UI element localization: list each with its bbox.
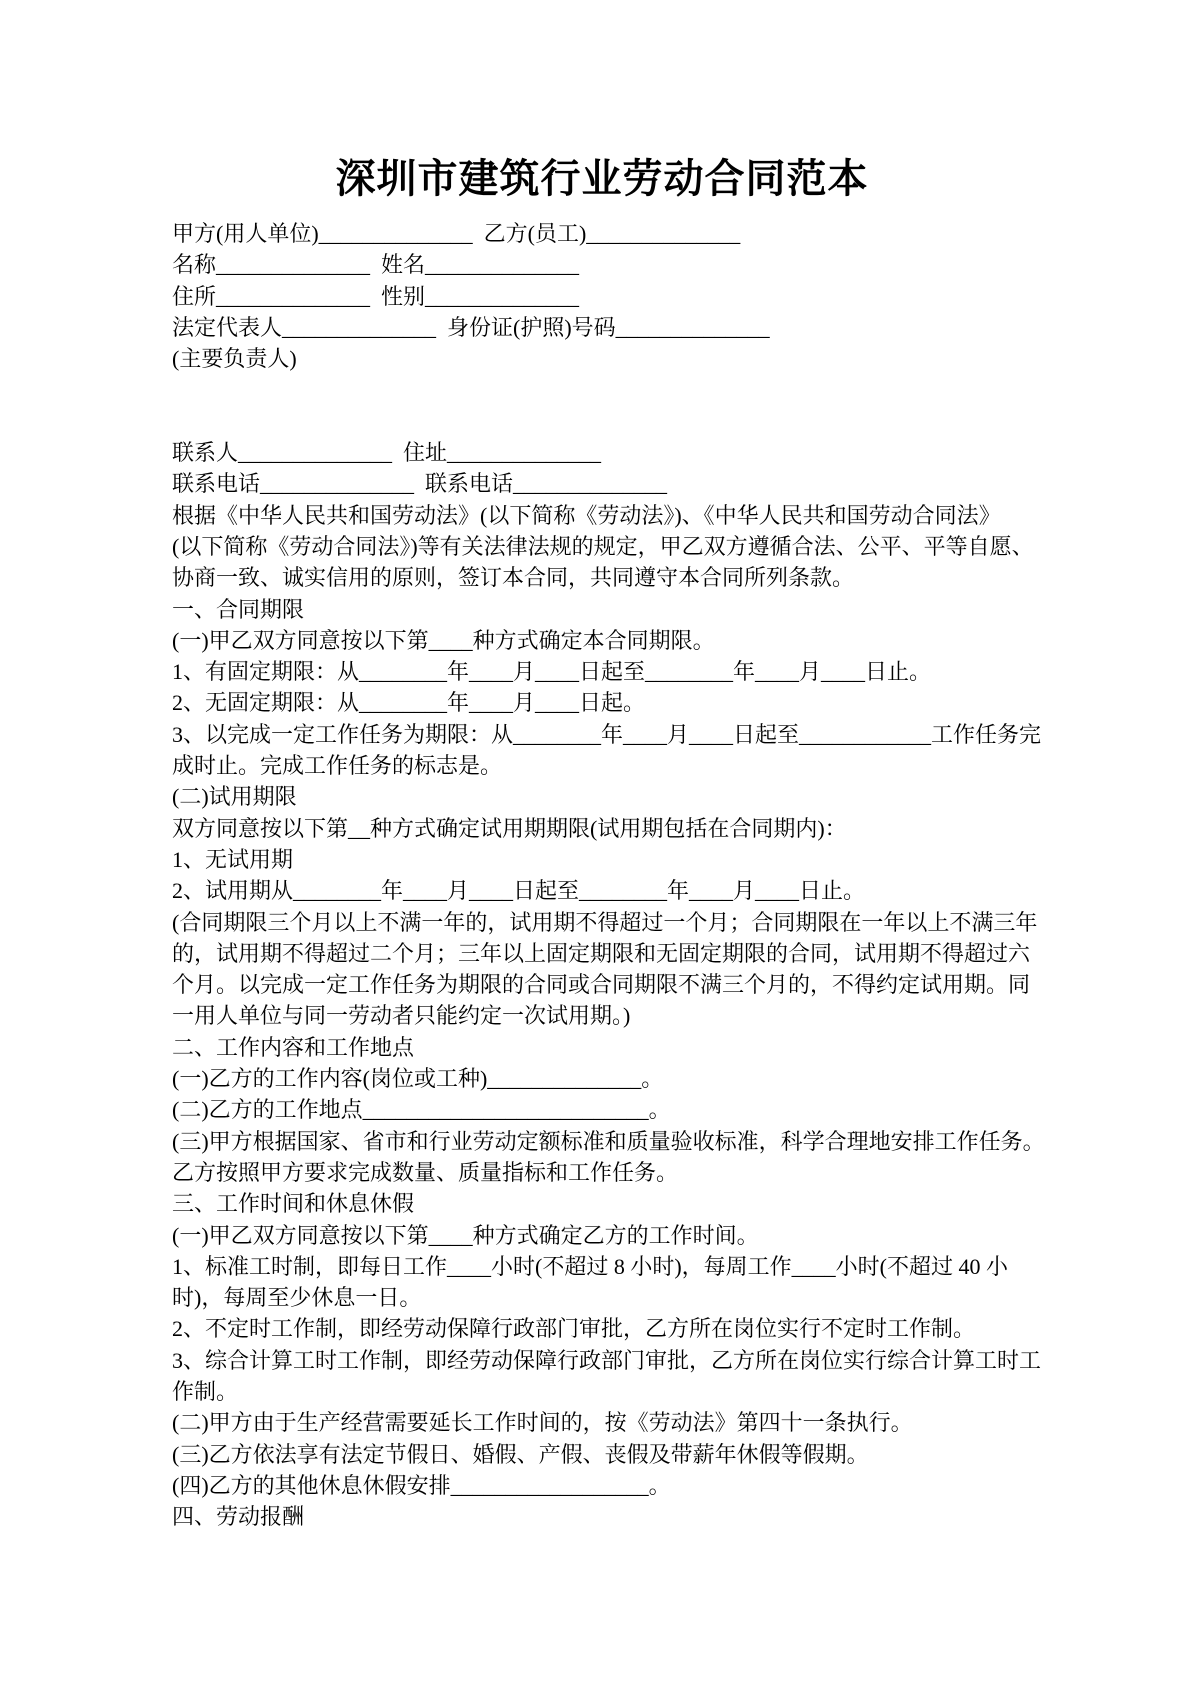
- text-line: 协商一致、诚实信用的原则，签订本合同，共同遵守本合同所列条款。: [172, 565, 855, 591]
- text-line: (合同期限三个月以上不满一年的，试用期不得超过一个月；合同期限在一年以上不满三年: [172, 909, 1038, 935]
- text-line: [172, 374, 1032, 405]
- text-line: (二)试用期限: [172, 784, 297, 810]
- text-line: 四、劳动报酬: [172, 1504, 305, 1530]
- text-line: 根据《中华人民共和国劳动法》(以下简称《劳动法》)、《中华人民共和国劳动合同法》: [172, 502, 1001, 528]
- text-line: 二、工作内容和工作地点: [172, 1034, 415, 1060]
- text-line: 作制。: [172, 1378, 239, 1404]
- text-line: 2、无固定期限：从________年____月____日起。: [172, 690, 646, 716]
- document-title: 深圳市建筑行业劳动合同范本: [335, 156, 869, 201]
- text-line: 三、工作时间和休息休假: [172, 1191, 415, 1217]
- text-line: 住所______________ 性别______________: [172, 283, 580, 309]
- text-line: 成时止。完成工作任务的标志是。: [172, 753, 503, 779]
- text-line: 2、不定时工作制，即经劳动保障行政部门审批，乙方所在岗位实行不定时工作制。: [172, 1316, 976, 1342]
- text-line: 一、合同期限: [172, 596, 305, 622]
- text-line: 2、试用期从________年____月____日起至________年____月____日止。: [172, 878, 866, 904]
- text-line: 1、无试用期: [172, 846, 294, 872]
- text-line: 3、综合计算工时工作制，即经劳动保障行政部门审批，乙方所在岗位实行综合计算工时工: [172, 1347, 1042, 1373]
- text-line: (以下简称《劳动合同法》)等有关法律法规的规定，甲乙双方遵循合法、公平、平等自愿、: [172, 533, 1034, 559]
- text-line: 个月。以完成一定工作任务为期限的合同或合同期限不满三个月的，不得约定试用期。同: [172, 972, 1031, 998]
- contract-document: [172, 152, 1045, 1532]
- text-line: (一)甲乙双方同意按以下第____种方式确定乙方的工作时间。: [172, 1222, 759, 1248]
- text-line: 联系电话______________ 联系电话______________: [172, 471, 668, 497]
- text-line: (一)甲乙双方同意按以下第____种方式确定本合同期限。: [172, 627, 715, 653]
- text-line: 1、有固定期限：从________年____月____日起至________年____月____日止。: [172, 659, 932, 685]
- text-line: 时)，每周至少休息一日。: [172, 1285, 422, 1311]
- text-line: (二)乙方的工作地点__________________________。: [172, 1097, 671, 1123]
- text-line: (四)乙方的其他休息休假安排__________________。: [172, 1472, 671, 1498]
- text-line: (三)甲方根据国家、省市和行业劳动定额标准和质量验收标准，科学合理地安排工作任务。: [172, 1128, 1045, 1154]
- text-line: (主要负责人): [172, 346, 297, 372]
- text-line: 甲方(用人单位)______________ 乙方(员工)______________: [172, 221, 741, 246]
- text-line: 法定代表人______________ 身份证(护照)号码______________: [172, 314, 770, 340]
- text-line: 1、标准工时制，即每日工作____小时(不超过 8 小时)，每周工作____小时(不超过 40 小: [172, 1253, 1008, 1279]
- text-line: (一)乙方的工作内容(岗位或工种)______________。: [172, 1066, 664, 1092]
- text-line: 一用人单位与同一劳动者只能约定一次试用期。): [172, 1003, 631, 1029]
- text-line: 乙方按照甲方要求完成数量、质量指标和工作任务。: [172, 1159, 679, 1185]
- text-line: 联系人______________ 住址______________: [172, 440, 602, 466]
- text-line: 双方同意按以下第__种方式确定试用期期限(试用期包括在合同期内)：: [172, 815, 847, 841]
- text-line: 3、以完成一定工作任务为期限：从________年____月____日起至____________工作任务完: [172, 721, 1042, 747]
- text-line: [172, 406, 1032, 437]
- text-line: 名称______________ 姓名______________: [172, 252, 580, 278]
- text-line: (三)乙方依法享有法定节假日、婚假、产假、丧假及带薪年休假等假期。: [172, 1441, 869, 1467]
- text-line: (二)甲方由于生产经营需要延长工作时间的，按《劳动法》第四十一条执行。: [172, 1410, 913, 1436]
- document-body: [172, 218, 1045, 1532]
- text-line: 的，试用期不得超过二个月；三年以上固定期限和无固定期限的合同，试用期不得超过六: [172, 940, 1031, 966]
